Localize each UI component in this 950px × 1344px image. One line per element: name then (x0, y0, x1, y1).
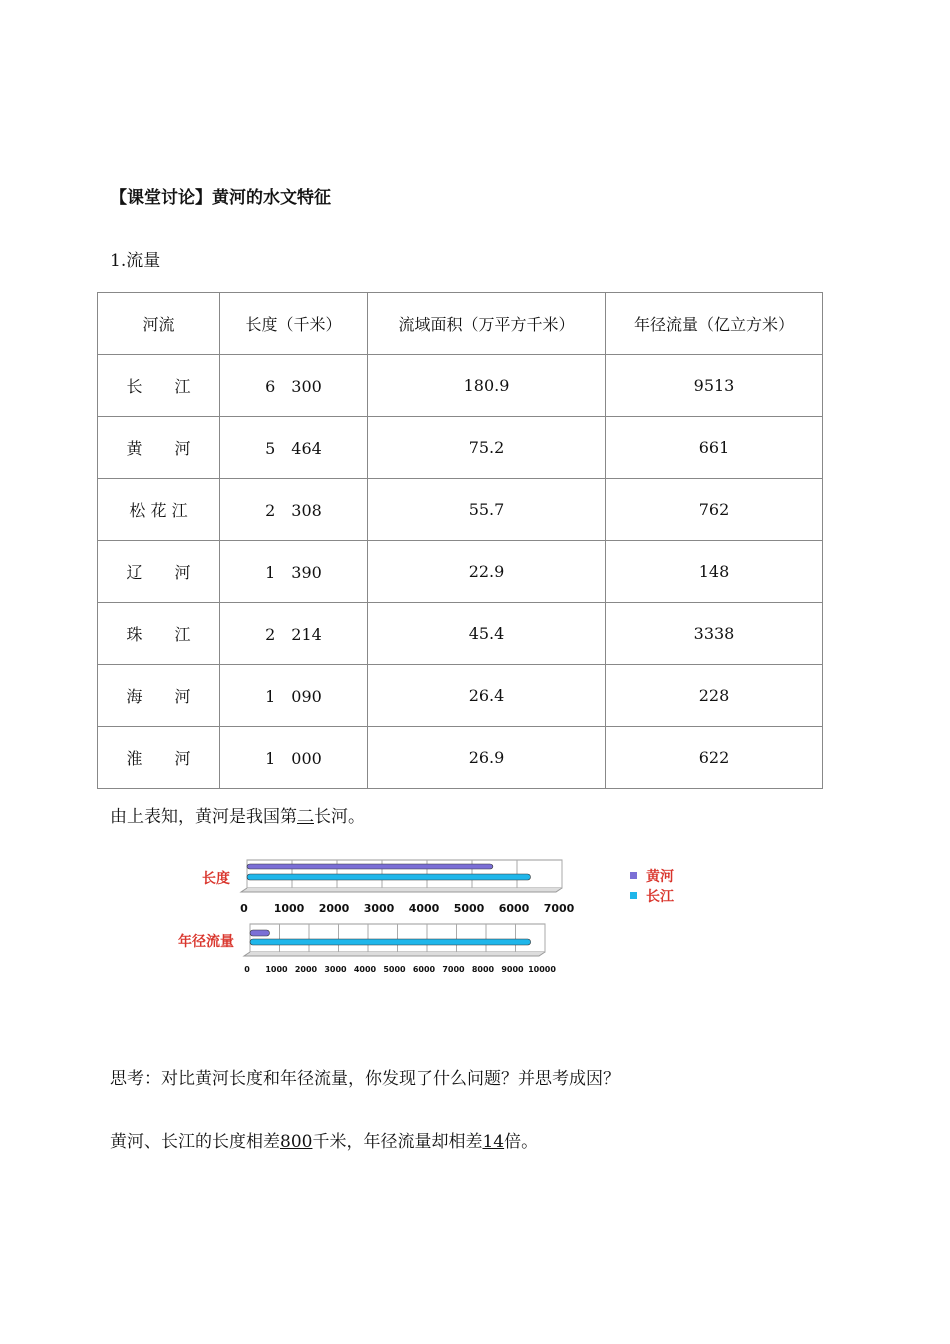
conclusion-pre: 由上表知，黄河是我国第 (110, 807, 297, 827)
header-area: 流域面积（万平方千米） (368, 293, 606, 355)
cell-area: 75.2 (368, 417, 606, 479)
tick-label: 0 (240, 902, 248, 915)
header-length: 长度（千米） (220, 293, 368, 355)
bar-changjiang (250, 939, 531, 945)
tick-label: 8000 (471, 965, 495, 974)
legend-label: 长江 (646, 889, 674, 905)
tick-label: 4000 (353, 965, 377, 974)
bar-huanghe (247, 864, 493, 869)
bar-huanghe (250, 930, 269, 936)
answer-value-length: 800 (280, 1132, 313, 1152)
answer-part2: 千米，年径流量却相差 (312, 1132, 483, 1152)
axis-category-label: 长度 (202, 871, 230, 887)
plot-floor (244, 952, 545, 956)
cell-river: 松 花 江 (98, 479, 220, 541)
cell-area: 26.4 (368, 665, 606, 727)
tick-label: 10000 (528, 965, 556, 974)
tick-label: 0 (244, 965, 250, 974)
legend-swatch (630, 872, 637, 879)
cell-length: 2 214 (220, 603, 368, 665)
answer-part3: 倍。 (504, 1132, 539, 1152)
cell-length: 1 390 (220, 541, 368, 603)
cell-river: 海 河 (98, 665, 220, 727)
tick-label: 2000 (318, 902, 350, 915)
cell-river: 黄 河 (98, 417, 220, 479)
bar-changjiang (247, 874, 531, 880)
header-flow: 年径流量（亿立方米） (606, 293, 823, 355)
conclusion-text (110, 802, 365, 827)
cell-river: 珠 江 (98, 603, 220, 665)
cell-river: 长 江 (98, 355, 220, 417)
table-row (98, 479, 823, 541)
comparison-chart (150, 850, 710, 980)
table-row (98, 355, 823, 417)
cell-flow: 148 (606, 541, 823, 603)
plot-floor (241, 888, 562, 892)
table-row (98, 541, 823, 603)
tick-label: 9000 (501, 965, 524, 974)
cell-flow: 3338 (606, 603, 823, 665)
table-header-row (98, 293, 823, 355)
tick-label: 3000 (324, 965, 347, 974)
cell-area: 26.9 (368, 727, 606, 789)
conclusion-post: 长河。 (314, 807, 365, 827)
header-river: 河流 (98, 293, 220, 355)
answer-text (110, 1127, 538, 1152)
section-heading: 1.流量 (110, 251, 161, 271)
cell-length: 5 464 (220, 417, 368, 479)
cell-area: 55.7 (368, 479, 606, 541)
cell-flow: 661 (606, 417, 823, 479)
table-row (98, 417, 823, 479)
tick-label: 7000 (543, 902, 575, 915)
page-title: 【课堂讨论】黄河的水文特征 (110, 188, 331, 208)
cell-river: 淮 河 (98, 727, 220, 789)
cell-flow: 762 (606, 479, 823, 541)
table-row (98, 665, 823, 727)
tick-label: 2000 (294, 965, 318, 974)
conclusion-blank: 二 (297, 807, 314, 827)
tick-label: 5000 (383, 965, 406, 974)
tick-label: 5000 (453, 902, 485, 915)
cell-area: 45.4 (368, 603, 606, 665)
cell-length: 2 308 (220, 479, 368, 541)
tick-label: 6000 (498, 902, 530, 915)
legend-swatch (630, 892, 637, 899)
cell-area: 180.9 (368, 355, 606, 417)
cell-river: 辽 河 (98, 541, 220, 603)
cell-flow: 228 (606, 665, 823, 727)
tick-label: 6000 (412, 965, 436, 974)
cell-length: 1 000 (220, 727, 368, 789)
legend-label: 黄河 (646, 869, 674, 885)
tick-label: 4000 (408, 902, 440, 915)
answer-part1: 黄河、长江的长度相差 (110, 1132, 280, 1152)
tick-label: 1000 (273, 902, 305, 915)
answer-value-ratio: 14 (482, 1132, 505, 1152)
cell-flow: 9513 (606, 355, 823, 417)
cell-length: 6 300 (220, 355, 368, 417)
cell-length: 1 090 (220, 665, 368, 727)
river-table (97, 292, 823, 789)
tick-label: 3000 (363, 902, 395, 915)
tick-label: 7000 (442, 965, 465, 974)
cell-area: 22.9 (368, 541, 606, 603)
tick-label: 1000 (265, 965, 288, 974)
table-row (98, 603, 823, 665)
table-row (98, 727, 823, 789)
think-question: 思考：对比黄河长度和年径流量，你发现了什么问题？并思考成因？ (110, 1069, 620, 1089)
axis-category-label: 年径流量 (178, 934, 234, 950)
cell-flow: 622 (606, 727, 823, 789)
